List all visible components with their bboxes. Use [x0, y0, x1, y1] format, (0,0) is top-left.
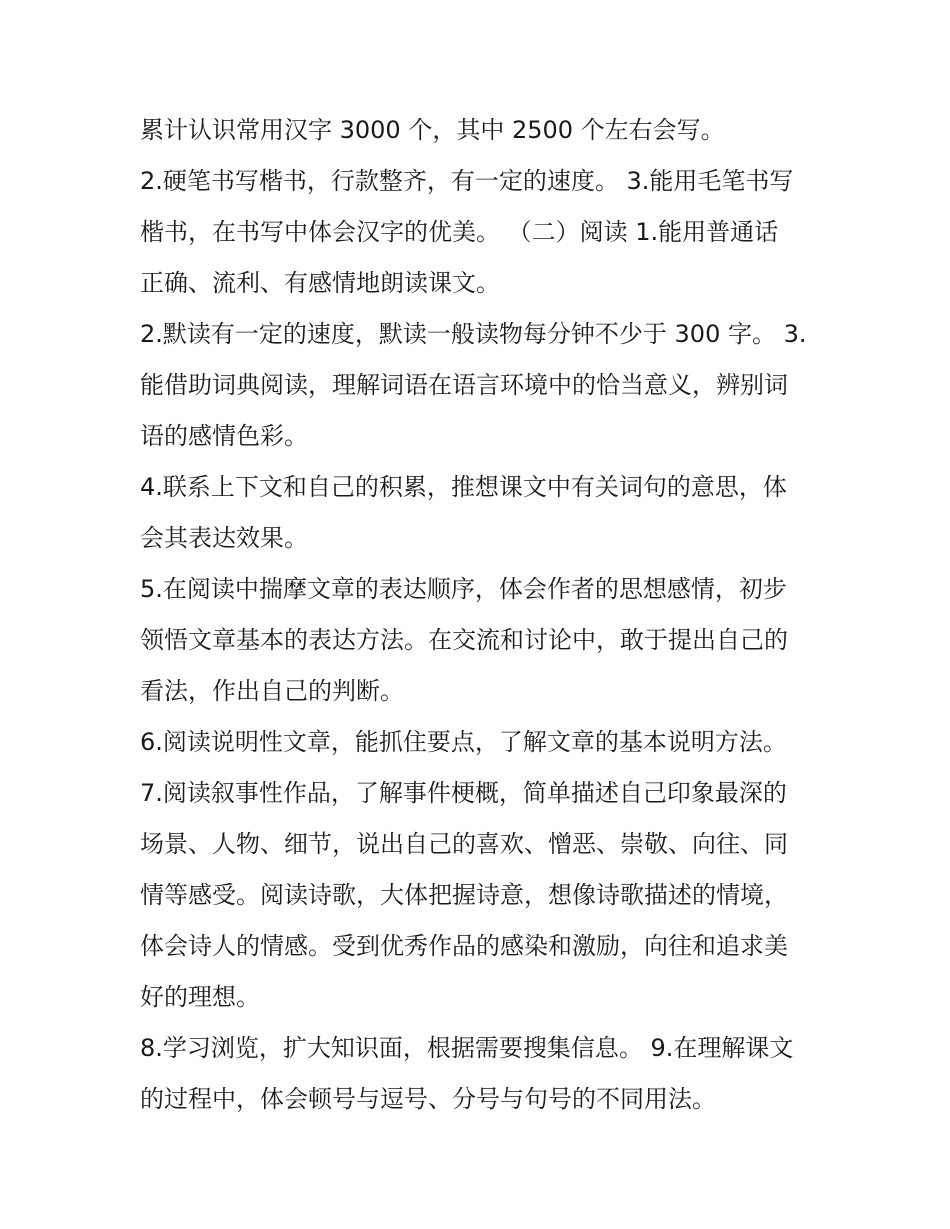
text-line: 会其表达效果。 — [140, 524, 308, 552]
text-line: 6.阅读说明性文章，能抓住要点，了解文章的基本说明方法。 — [140, 728, 787, 756]
text-line: 7.阅读叙事性作品，了解事件梗概，简单描述自己印象最深的 — [140, 779, 787, 807]
text-line: 2.硬笔书写楷书，行款整齐，有一定的速度。 3.能用毛笔书写 — [140, 167, 794, 195]
text-line: 体会诗人的情感。受到优秀作品的感染和激励，向往和追求美 — [140, 932, 788, 960]
text-line: 5.在阅读中揣摩文章的表达顺序，体会作者的思想感情，初步 — [140, 575, 787, 603]
text-line: 的过程中，体会顿号与逗号、分号与句号的不同用法。 — [140, 1085, 716, 1113]
text-line: 情等感受。阅读诗歌，大体把握诗意，想像诗歌描述的情境， — [140, 881, 788, 909]
text-line: 看法，作出自己的判断。 — [140, 677, 404, 705]
text-line: 2.默读有一定的速度，默读一般读物每分钟不少于 300 字。 3. — [140, 320, 807, 348]
text-line: 好的理想。 — [140, 983, 260, 1011]
text-line: 8.学习浏览，扩大知识面，根据需要搜集信息。 9.在理解课文 — [140, 1034, 794, 1062]
text-line: 场景、人物、细节，说出自己的喜欢、憎恶、崇敬、向往、同 — [140, 830, 788, 858]
text-line: 4.联系上下文和自己的积累，推想课文中有关词句的意思，体 — [140, 473, 787, 501]
text-line: 领悟文章基本的表达方法。在交流和讨论中，敢于提出自己的 — [140, 626, 788, 654]
text-line: 楷书，在书写中体会汉字的优美。 （二）阅读 1.能用普通话 — [140, 218, 779, 246]
document-body — [140, 105, 830, 1125]
text-line: 累计认识常用汉字 3000 个，其中 2500 个左右会写。 — [140, 116, 725, 144]
text-line: 语的感情色彩。 — [140, 422, 308, 450]
text-line: 能借助词典阅读，理解词语在语言环境中的恰当意义，辨别词 — [140, 371, 788, 399]
text-line: 正确、流利、有感情地朗读课文。 — [140, 269, 500, 297]
